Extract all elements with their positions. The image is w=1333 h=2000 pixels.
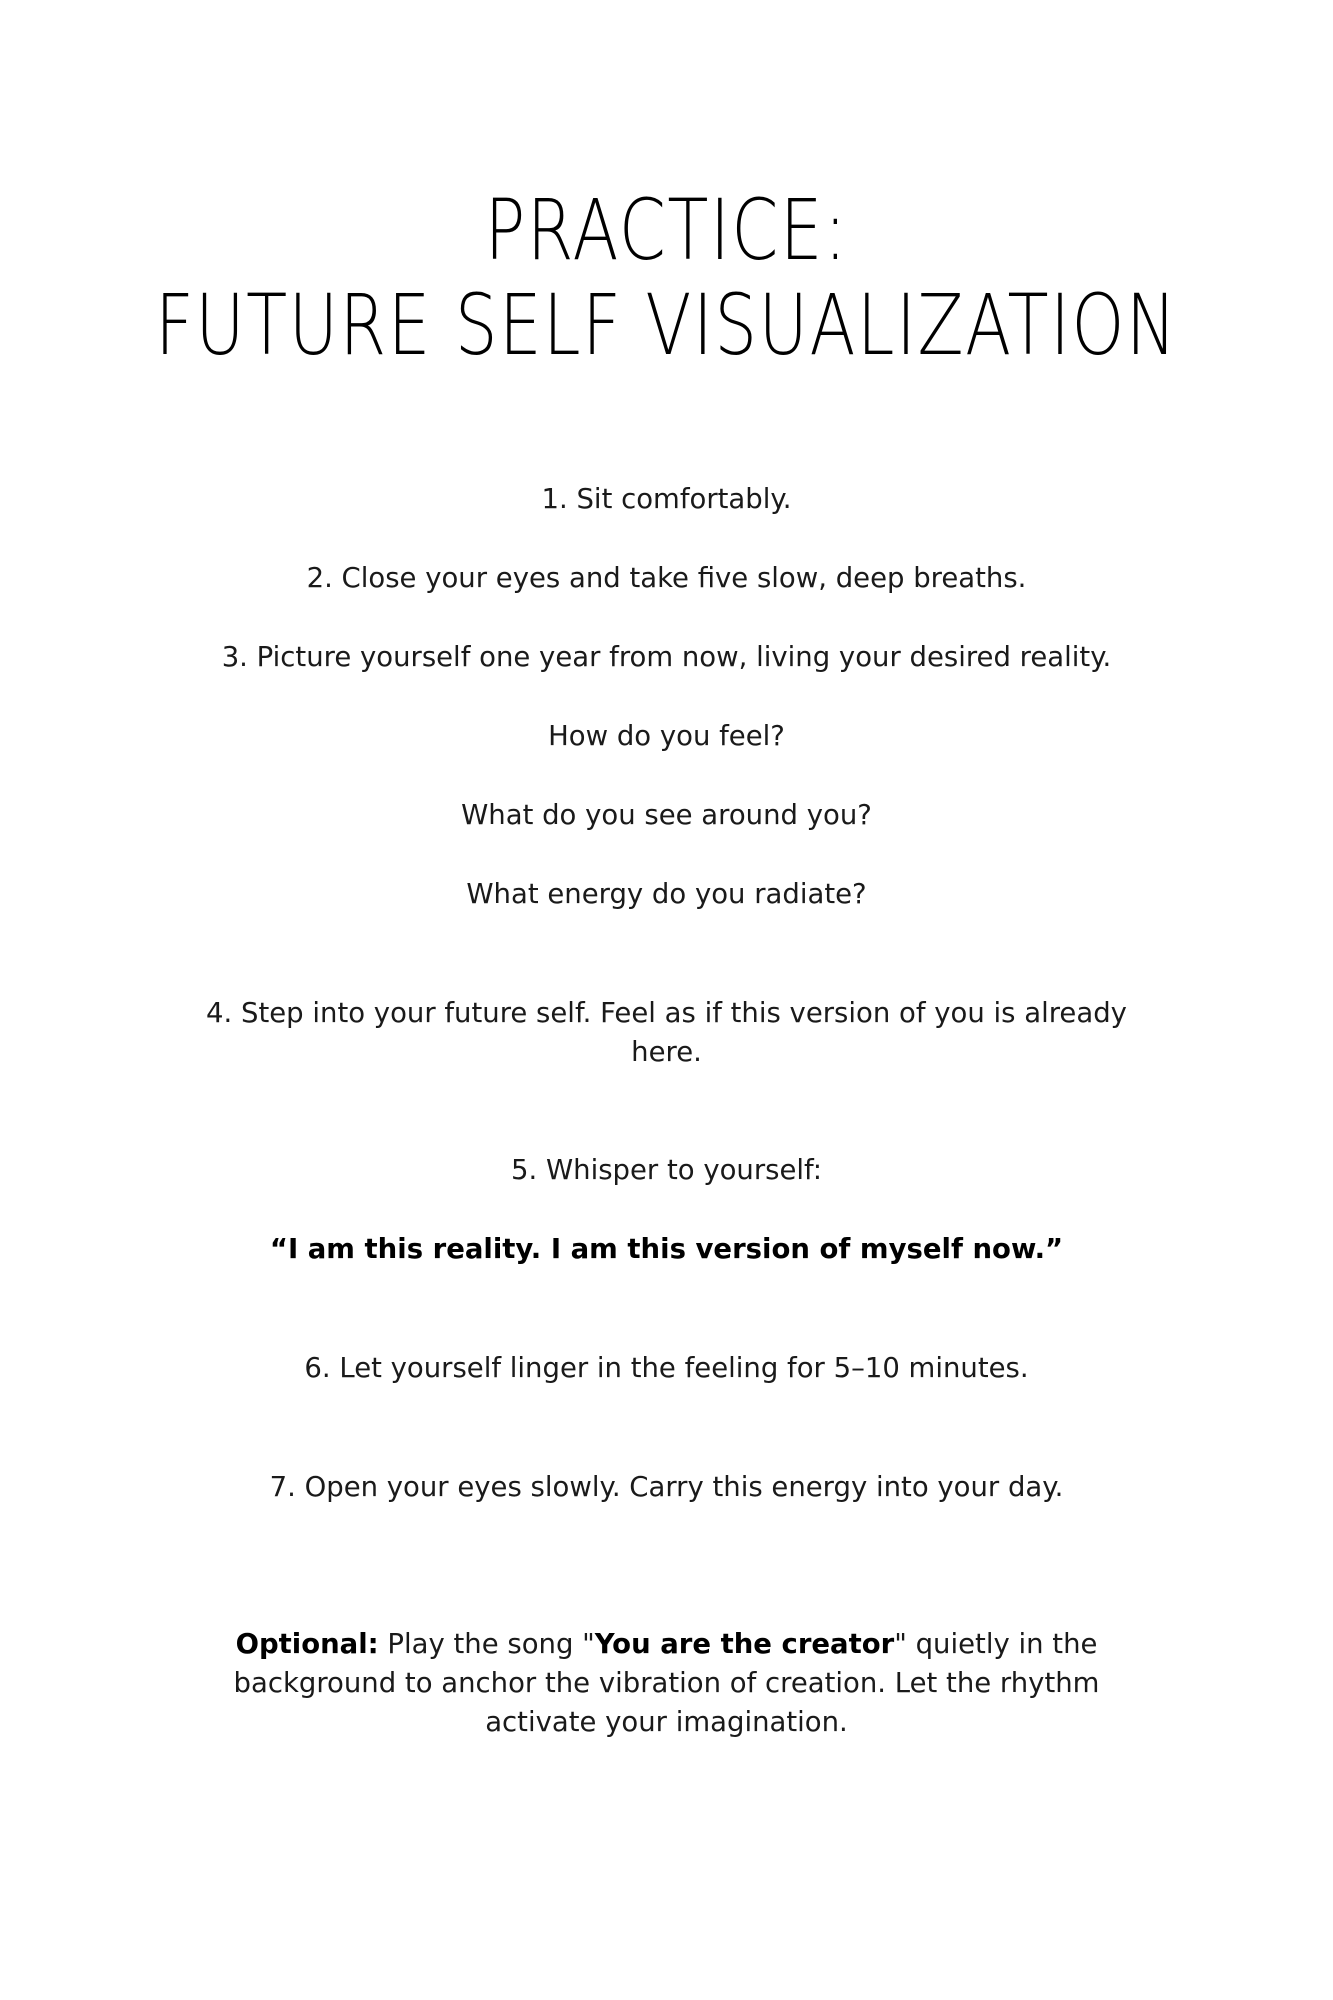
step-7: 7. Open your eyes slowly. Carry this energy into your day.	[269, 1471, 1064, 1503]
step-2: 2. Close your eyes and take five slow, deep breaths.	[306, 562, 1027, 594]
optional-label: Optional:	[235, 1628, 379, 1660]
affirmation: “I am this reality. I am this version of myself now.”	[269, 1233, 1064, 1265]
step-4: 4. Step into your future self. Feel as if this version of you is already here.	[206, 997, 1127, 1068]
page-title-line-2: FUTURE SELF VISUALIZATION	[155, 276, 1178, 374]
step-1: 1. Sit comfortably.	[541, 483, 792, 515]
step-6: 6. Let yourself linger in the feeling for 5–10 minutes.	[304, 1352, 1029, 1384]
question-feel: How do you feel?	[548, 720, 785, 752]
page-title-line-1: PRACTICE:	[484, 181, 849, 279]
step-3: 3. Picture yourself one year from now, living your desired reality.	[221, 641, 1112, 673]
optional-text-before: Play the song "	[378, 1628, 595, 1660]
optional-note	[190, 1625, 1143, 1742]
song-title: You are the creator	[594, 1628, 895, 1660]
question-energy: What energy do you radiate?	[466, 878, 867, 910]
step-5: 5. Whisper to yourself:	[510, 1154, 823, 1186]
optional-text-after: " quietly in the background to anchor the vibration of creation. Let the rhythm activate your imagination.	[233, 1628, 1100, 1738]
question-see: What do you see around you?	[461, 799, 872, 831]
